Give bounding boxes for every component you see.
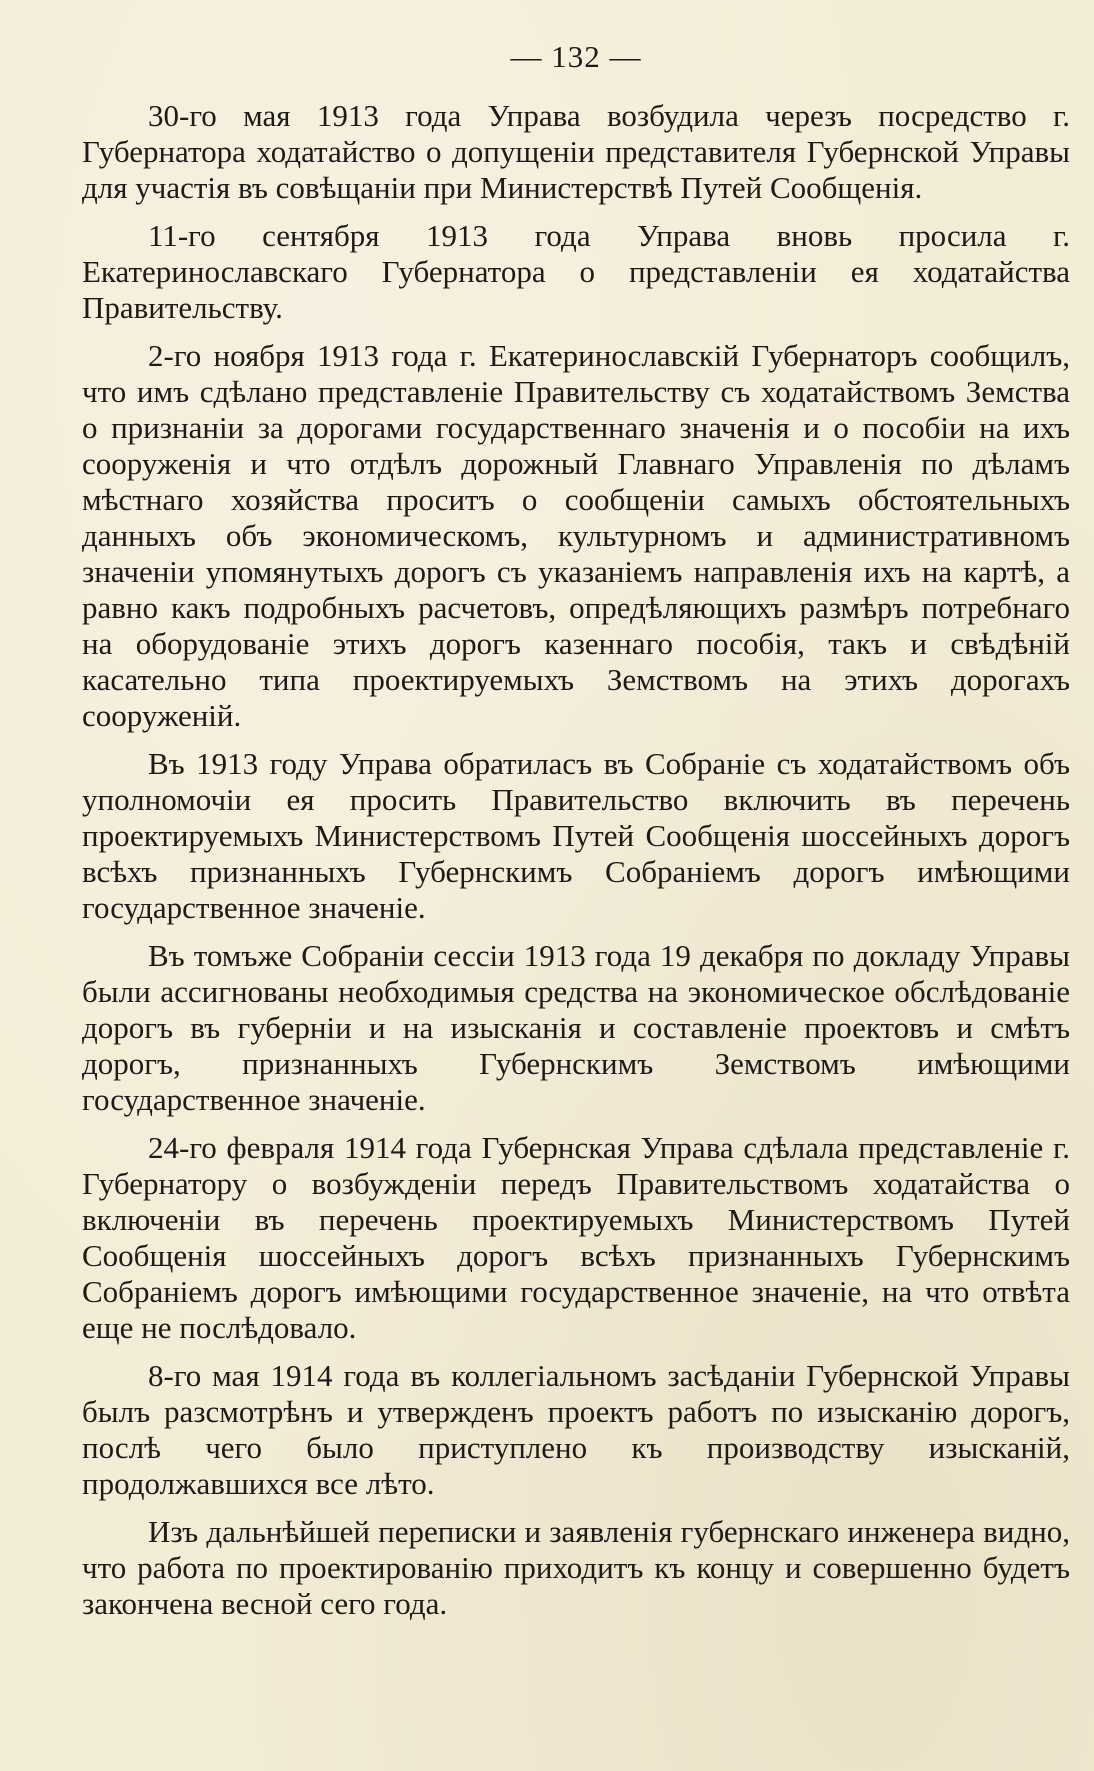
paragraph: Въ 1913 году Управа обратиласъ въ Собранiе съ ходатайствомъ объ уполномочiи ея просить Правительство включить въ перечень проектируемыхъ Министерствомъ Путей Сообщенiя шоссейныхъ дорогъ всѣхъ признанныхъ Губернскимъ Собранiемъ дорогъ имѣющими государственное значенiе. [82,746,1070,925]
paragraph: 11-го сентября 1913 года Управа вновь просила г. Екатеринославскаго Губернатора о представленiи ея ходатайства Правительству. [82,218,1070,325]
paragraph: 2-го ноября 1913 года г. Екатеринославскiй Губернаторъ сообщилъ, что имъ сдѣлано представленiе Правительству съ ходатайствомъ Земства о признанiи за дорогами государственнаго значенiя и о пособiи на ихъ сооруженiя и что отдѣлъ дорожный Главнаго Управленiя по дѣламъ мѣстнаго хозяйства проситъ о сообщенiи самыхъ обстоятельныхъ данныхъ объ экономическомъ, культурномъ и административномъ значенiи упомянутыхъ дорогъ съ указанiемъ направленiя ихъ на картѣ, а равно какъ подробныхъ расчетовъ, опредѣляющихъ размѣръ потребнаго на оборудованiе этихъ дорогъ казеннаго пособiя, такъ и свѣдѣнiй касательно типа проектируемыхъ Земствомъ на этихъ дорогахъ сооруженiй. [82,338,1070,733]
paragraph: 24-го февраля 1914 года Губернская Управа сдѣлала представленiе г. Губернатору о возбужденiи передъ Правительствомъ ходатайства о включенiи въ перечень проектируемыхъ Министерствомъ Путей Сообщенiя шоссейныхъ дорогъ всѣхъ признанныхъ Губернскимъ Собранiемъ дорогъ имѣющими государственное значенiе, на что отвѣта еще не послѣдовало. [82,1130,1070,1345]
paragraph: 30-го мая 1913 года Управа возбудила черезъ посредство г. Губернатора ходатайство о допущенiи представителя Губернской Управы для участiя въ совѣщанiи при Министерствѣ Путей Сообщенiя. [82,98,1070,205]
page-number: — 132 — [510,39,642,74]
paragraph: Изъ дальнѣйшей переписки и заявленiя губернскаго инженера видно, что работа по проектированiю приходитъ къ концу и совершенно будетъ закончена весной сего года. [82,1514,1070,1621]
paragraph: 8-го мая 1914 года въ коллегiальномъ засѣданiи Губернской Управы былъ разсмотрѣнъ и утвержденъ проектъ работъ по изысканiю дорогъ, послѣ чего было приступлено къ производству изысканiй, продолжавшихся все лѣто. [82,1358,1070,1501]
paragraph: Въ томъже Собранiи сессiи 1913 года 19 декабря по докладу Управы были ассигнованы необходимыя средства на экономическое обслѣдованiе дорогъ въ губернiи и на изысканiя и составленiе проектовъ и смѣтъ дорогъ, признанныхъ Губернскимъ Земствомъ имѣющими государственное значенiе. [82,938,1070,1117]
body-text [82,98,1070,1622]
